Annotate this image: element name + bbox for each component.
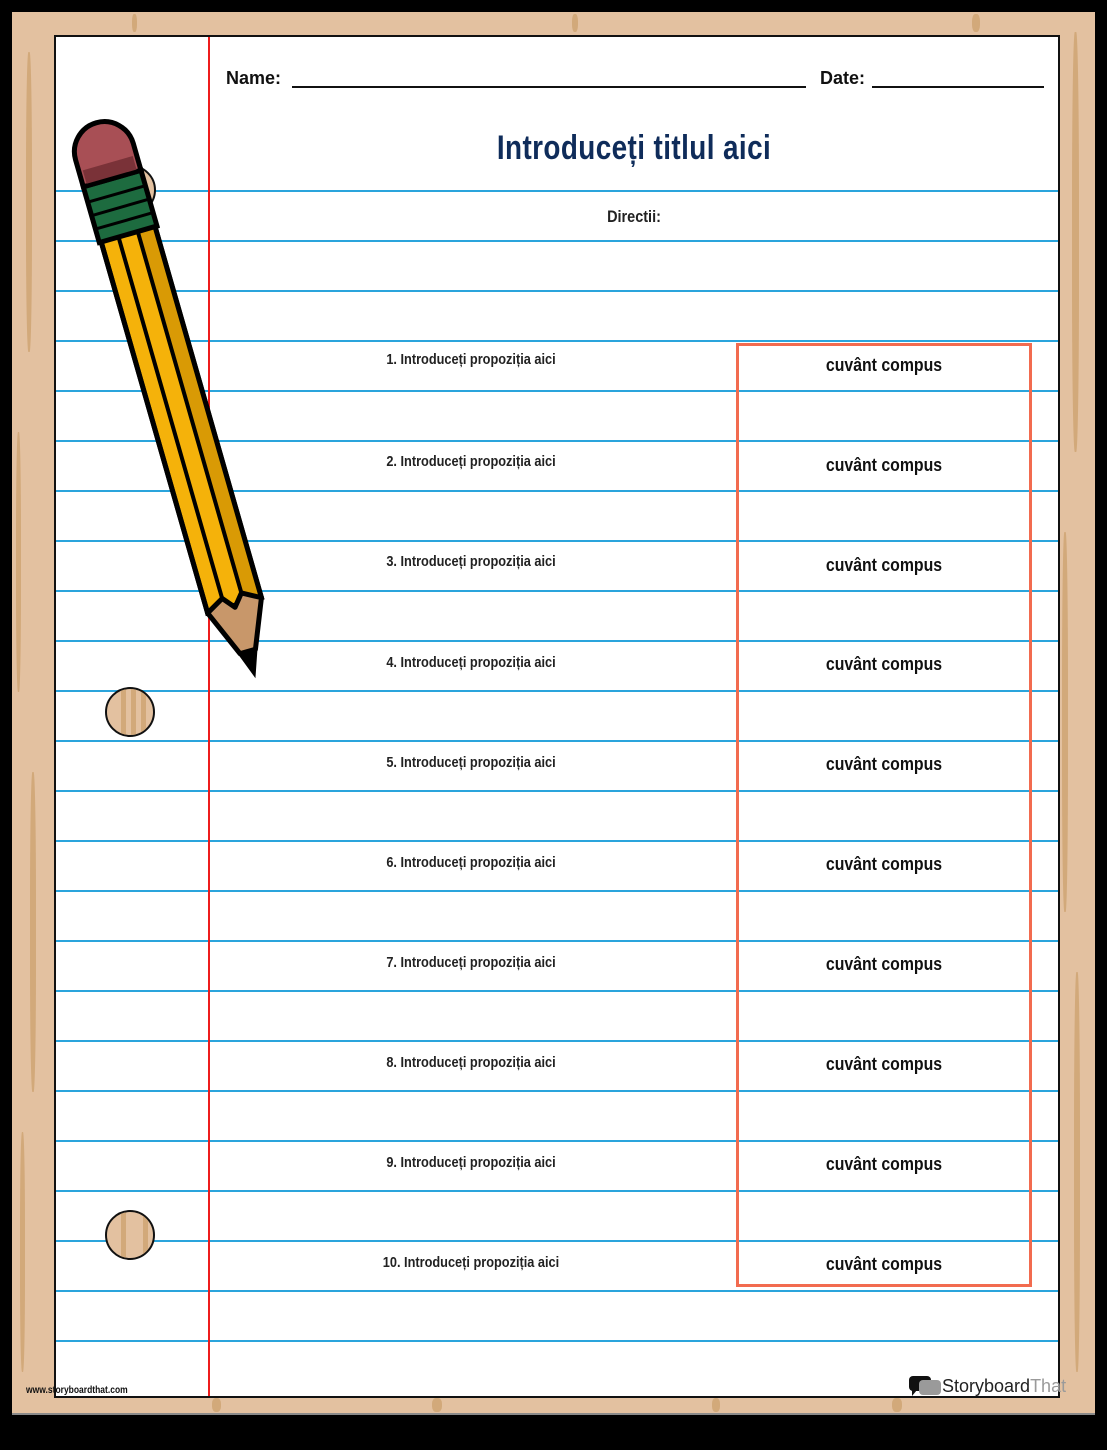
sentence-6[interactable]: 6. Introduceți propoziția aici [386, 854, 556, 871]
speech-bubbles-icon [908, 1375, 942, 1397]
storyboardthat-logo[interactable] [908, 1374, 1066, 1398]
lined-paper [54, 35, 1060, 1398]
sentence-3[interactable]: 3. Introduceți propoziția aici [386, 553, 556, 570]
hole-punch [105, 687, 155, 737]
compound-word-4[interactable]: cuvânt compus [825, 654, 943, 674]
footer-url[interactable]: www.storyboardthat.com [26, 1385, 128, 1396]
sentence-2[interactable]: 2. Introduceți propoziția aici [386, 453, 556, 470]
compound-word-2[interactable]: cuvânt compus [825, 455, 943, 475]
hole-punch [105, 1210, 155, 1260]
brand-suffix: That [1030, 1375, 1067, 1396]
compound-word-3[interactable]: cuvânt compus [825, 555, 943, 575]
compound-word-6[interactable]: cuvânt compus [825, 854, 943, 874]
hole-punch [106, 165, 156, 215]
directions-label[interactable]: Directii: [607, 207, 661, 226]
name-field[interactable] [292, 86, 806, 88]
sentence-5[interactable]: 5. Introduceți propoziția aici [386, 754, 556, 771]
name-label: Name: [226, 68, 282, 88]
sentence-9[interactable]: 9. Introduceți propoziția aici [386, 1154, 556, 1171]
sentence-7[interactable]: 7. Introduceți propoziția aici [386, 954, 556, 971]
compound-word-10[interactable]: cuvânt compus [825, 1254, 943, 1274]
margin-line [208, 37, 210, 1396]
compound-word-1[interactable]: cuvânt compus [825, 355, 943, 375]
sentence-10[interactable]: 10. Introduceți propoziția aici [382, 1254, 560, 1271]
worksheet-title[interactable]: Introduceți titlul aici [496, 129, 772, 167]
sentence-1[interactable]: 1. Introduceți propoziția aici [386, 351, 556, 368]
compound-word-8[interactable]: cuvânt compus [825, 1054, 943, 1074]
compound-word-7[interactable]: cuvânt compus [825, 954, 943, 974]
sentence-4[interactable]: 4. Introduceți propoziția aici [386, 654, 556, 671]
brand-main: Storyboard [942, 1375, 1031, 1396]
date-field[interactable] [872, 86, 1044, 88]
compound-word-5[interactable]: cuvânt compus [825, 754, 943, 774]
answer-box [736, 343, 1032, 1287]
name-date-row [226, 65, 1044, 91]
date-label: Date: [820, 68, 866, 88]
compound-word-9[interactable]: cuvânt compus [825, 1154, 943, 1174]
sentence-8[interactable]: 8. Introduceți propoziția aici [386, 1054, 556, 1071]
